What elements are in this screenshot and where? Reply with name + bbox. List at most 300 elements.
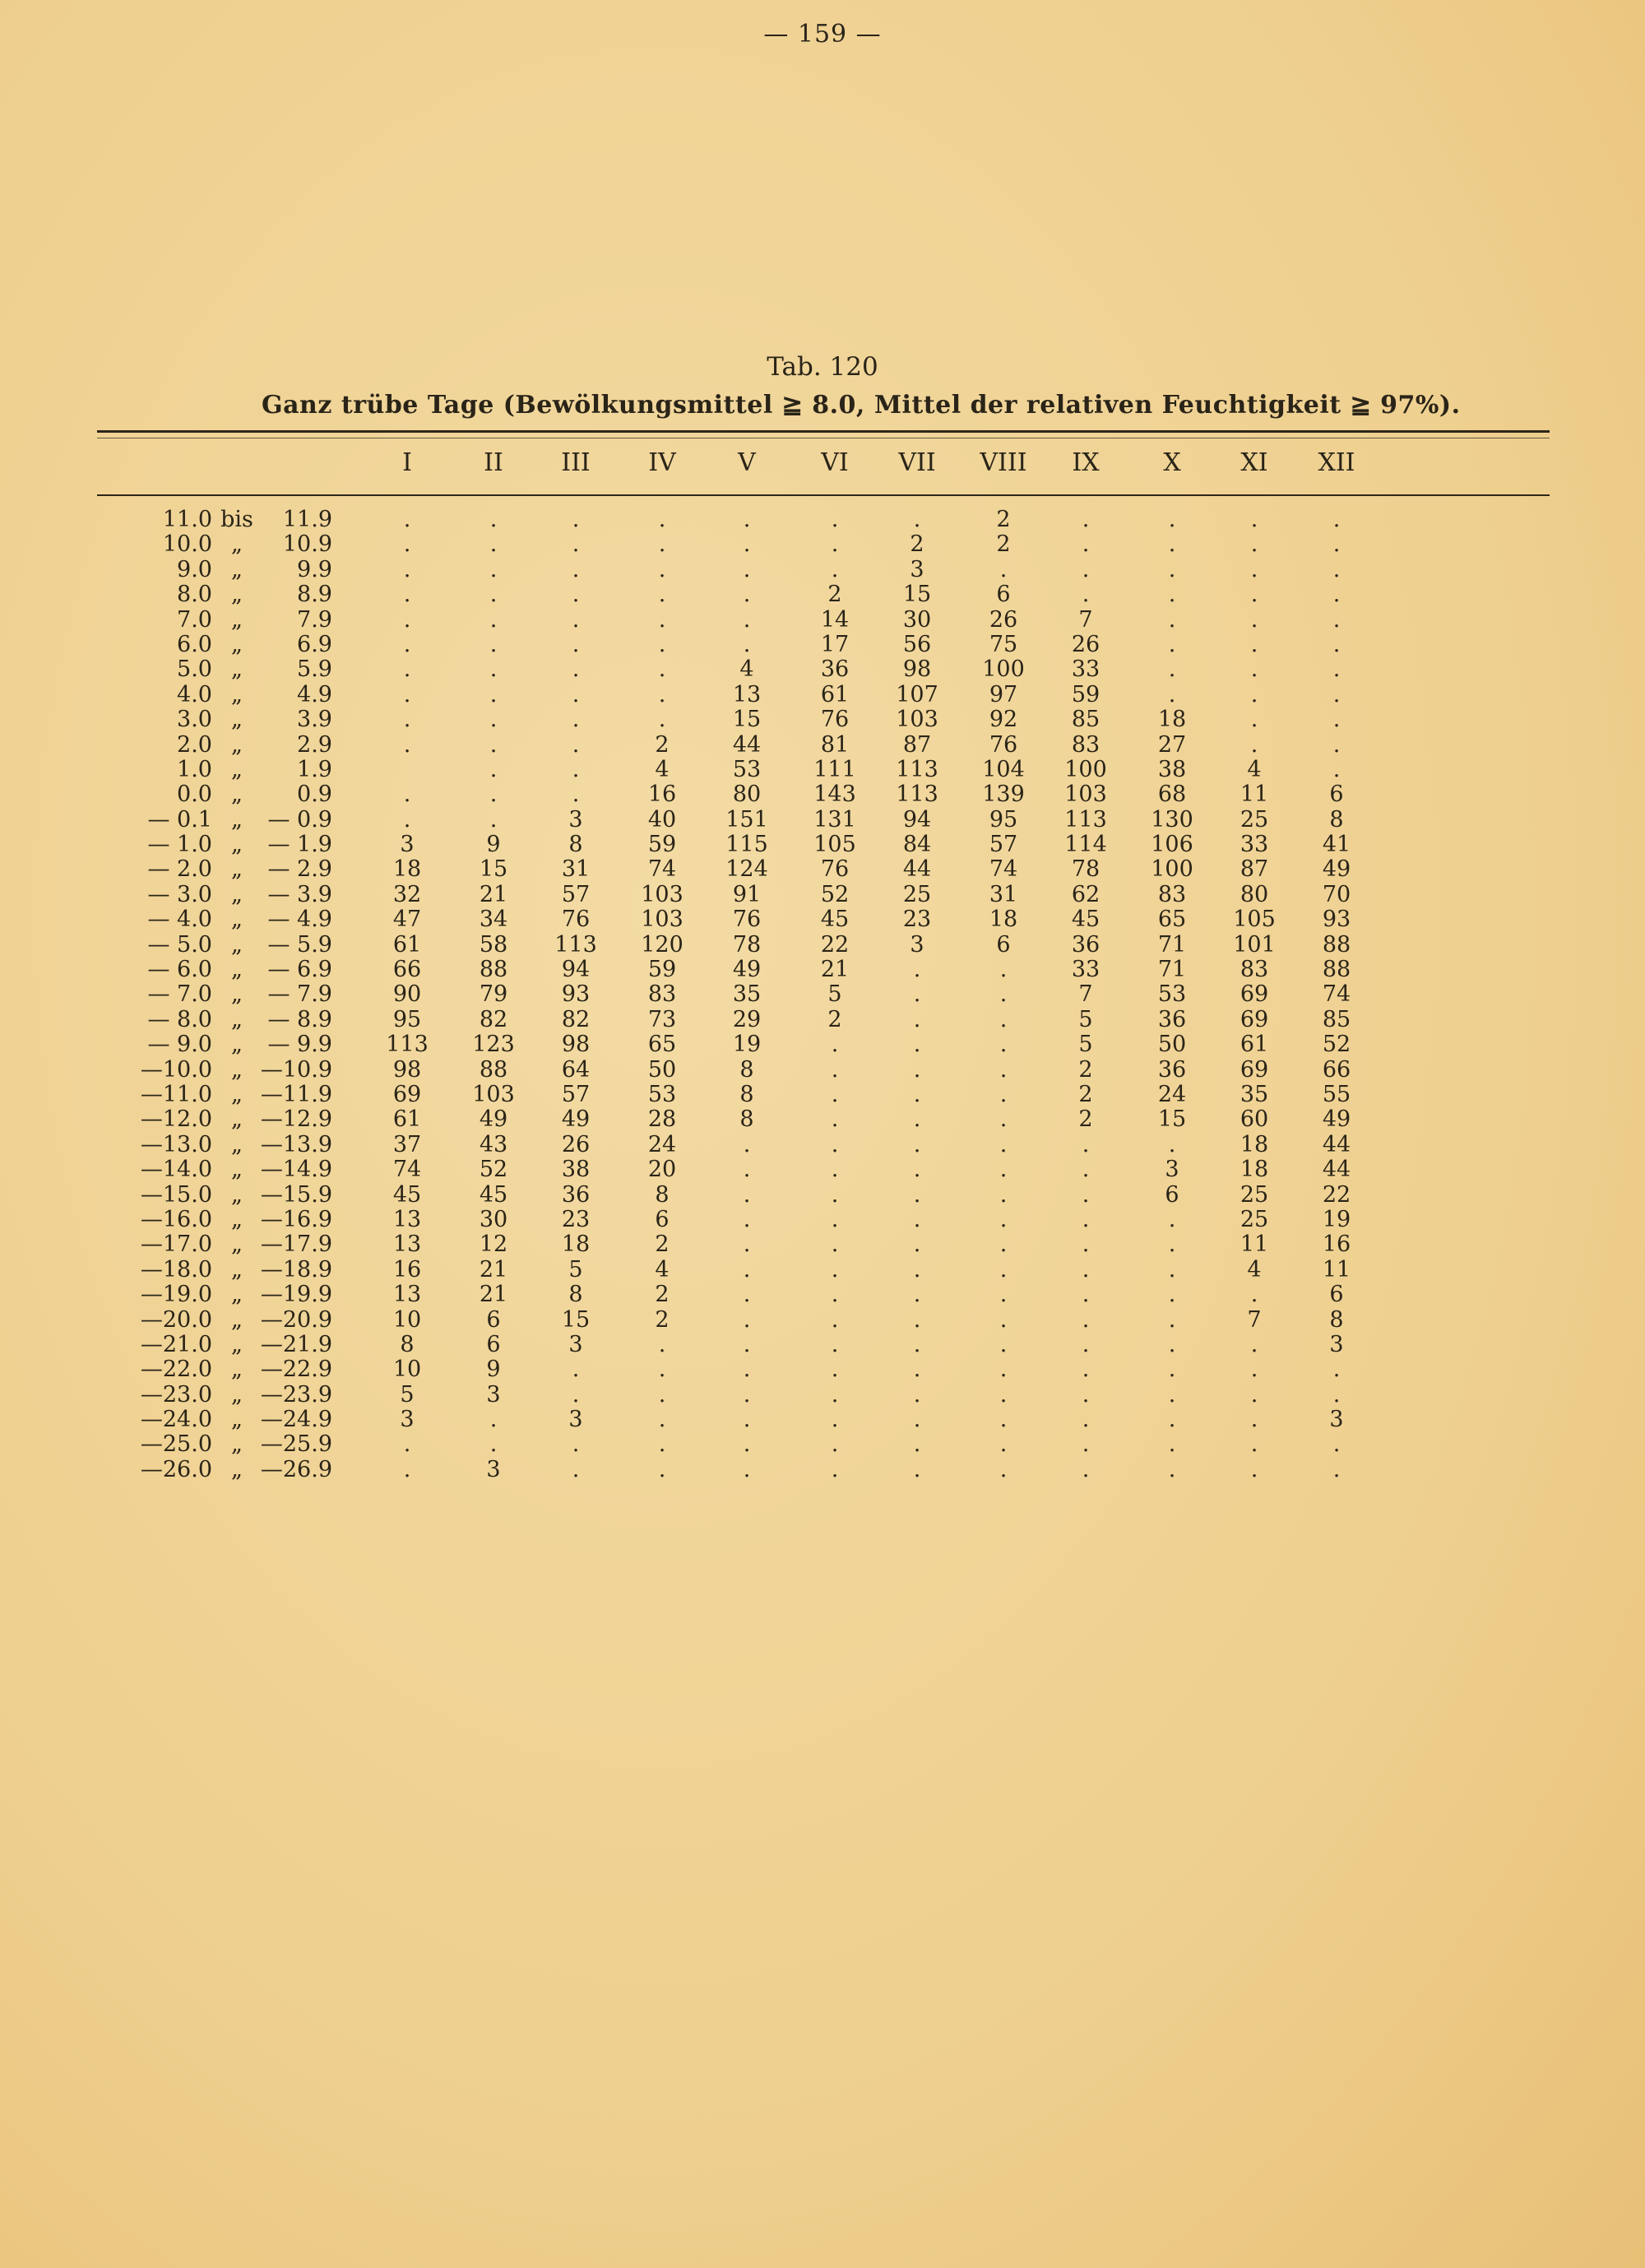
- value-cell: .: [1332, 731, 1341, 758]
- value-cell: .: [1250, 707, 1258, 733]
- value-cell: 120: [641, 931, 683, 958]
- table-row: [0, 733, 1645, 758]
- value-cell: 2: [655, 1306, 670, 1333]
- value-cell: 45: [479, 1181, 508, 1208]
- range-separator: „: [231, 1282, 243, 1308]
- table-row: [0, 608, 1645, 633]
- range-to: —15.9: [260, 1181, 332, 1208]
- value-cell: 74: [392, 1157, 422, 1183]
- table-row: [0, 582, 1645, 607]
- range-from: — 3.0: [147, 881, 212, 907]
- value-cell: 15: [479, 856, 508, 883]
- value-cell: .: [999, 556, 1008, 582]
- value-cell: 59: [647, 832, 677, 858]
- value-cell: .: [1332, 507, 1341, 532]
- value-cell: .: [1082, 507, 1090, 532]
- range-to: —22.9: [260, 1357, 332, 1383]
- value-cell: .: [403, 731, 411, 758]
- value-cell: 2: [655, 1282, 670, 1308]
- value-cell: .: [489, 707, 498, 733]
- value-cell: 65: [647, 1032, 677, 1058]
- range-separator: „: [231, 782, 243, 808]
- range-from: —19.0: [140, 1282, 212, 1308]
- value-cell: 2: [996, 531, 1011, 558]
- value-cell: .: [1168, 1256, 1176, 1282]
- range-separator: „: [231, 881, 243, 907]
- value-cell: 59: [647, 957, 677, 983]
- value-cell: 10: [392, 1306, 422, 1333]
- value-cell: 83: [1240, 957, 1269, 983]
- value-cell: 3: [400, 832, 415, 858]
- value-cell: .: [743, 556, 751, 582]
- value-cell: 85: [1071, 707, 1101, 733]
- value-cell: 98: [561, 1032, 591, 1058]
- value-cell: .: [1082, 1256, 1090, 1282]
- value-cell: .: [1082, 1131, 1090, 1157]
- value-cell: .: [1250, 1407, 1258, 1433]
- value-cell: 4: [655, 1256, 670, 1282]
- value-cell: 61: [820, 681, 850, 707]
- value-cell: 103: [641, 881, 683, 907]
- value-cell: .: [1250, 1357, 1258, 1383]
- range-from: — 6.0: [147, 957, 212, 983]
- value-cell: 98: [392, 1056, 422, 1083]
- value-cell: .: [572, 556, 580, 582]
- range-to: —16.9: [260, 1206, 332, 1232]
- value-cell: .: [913, 1206, 921, 1232]
- value-cell: .: [831, 531, 839, 558]
- value-cell: .: [572, 582, 580, 608]
- value-cell: 8: [1329, 806, 1344, 833]
- table-row: [0, 1183, 1645, 1208]
- value-cell: 2: [996, 507, 1011, 532]
- value-cell: 52: [1322, 1032, 1351, 1058]
- value-cell: 57: [561, 1081, 591, 1107]
- table-row: [0, 532, 1645, 557]
- value-cell: .: [743, 1456, 751, 1482]
- value-cell: .: [572, 1357, 580, 1383]
- range-from: 8.0: [177, 582, 212, 608]
- value-cell: 5: [1078, 1006, 1093, 1032]
- value-cell: 57: [561, 881, 591, 907]
- value-cell: 53: [647, 1081, 677, 1107]
- value-cell: 3: [1165, 1157, 1179, 1183]
- value-cell: 34: [479, 907, 508, 933]
- value-cell: 7: [1078, 606, 1093, 633]
- range-separator: „: [231, 1206, 243, 1232]
- value-cell: .: [403, 1431, 411, 1458]
- value-cell: 7: [1247, 1306, 1262, 1333]
- value-cell: 111: [813, 756, 856, 782]
- value-cell: .: [1250, 1331, 1258, 1357]
- range-to: —19.9: [260, 1282, 332, 1308]
- range-separator: „: [231, 1456, 243, 1482]
- value-cell: 15: [902, 582, 932, 608]
- table-label: Tab. 120: [767, 352, 878, 382]
- value-cell: .: [913, 1106, 921, 1133]
- table-row: [0, 758, 1645, 782]
- value-cell: .: [403, 556, 411, 582]
- value-cell: .: [658, 1331, 666, 1357]
- range-separator: „: [231, 1407, 243, 1433]
- value-cell: 80: [1240, 881, 1269, 907]
- range-separator: „: [231, 1181, 243, 1208]
- value-cell: 52: [820, 881, 850, 907]
- value-cell: .: [743, 582, 751, 608]
- range-from: —10.0: [140, 1056, 212, 1083]
- value-cell: 100: [982, 656, 1025, 683]
- value-cell: .: [1082, 1357, 1090, 1383]
- value-cell: 13: [392, 1231, 422, 1258]
- data-table: [0, 508, 1645, 1482]
- month-header-iv: IV: [648, 448, 676, 477]
- value-cell: 88: [479, 957, 508, 983]
- range-from: —17.0: [140, 1231, 212, 1258]
- value-cell: .: [1250, 1381, 1258, 1408]
- table-row: [0, 633, 1645, 657]
- value-cell: 8: [655, 1181, 670, 1208]
- value-cell: .: [658, 582, 666, 608]
- value-cell: 5: [827, 981, 842, 1008]
- value-cell: 85: [1322, 1006, 1351, 1032]
- range-separator: „: [231, 832, 243, 858]
- value-cell: .: [572, 606, 580, 633]
- range-from: — 2.0: [147, 856, 212, 883]
- value-cell: 49: [1322, 1106, 1351, 1133]
- value-cell: 11: [1322, 1256, 1351, 1282]
- range-separator: „: [231, 1381, 243, 1408]
- range-from: —13.0: [140, 1131, 212, 1157]
- value-cell: .: [403, 806, 411, 833]
- range-to: — 7.9: [267, 981, 332, 1008]
- value-cell: 143: [813, 782, 856, 808]
- value-cell: 53: [1157, 981, 1187, 1008]
- range-to: 6.9: [297, 631, 332, 657]
- value-cell: 74: [1322, 981, 1351, 1008]
- value-cell: .: [999, 1206, 1008, 1232]
- value-cell: 113: [554, 931, 597, 958]
- value-cell: .: [743, 1157, 751, 1183]
- value-cell: 18: [1240, 1131, 1269, 1157]
- value-cell: 100: [1151, 856, 1193, 883]
- value-cell: 21: [479, 881, 508, 907]
- value-cell: 83: [1071, 731, 1101, 758]
- range-to: 10.9: [282, 531, 332, 558]
- value-cell: .: [1332, 1456, 1341, 1482]
- range-to: — 0.9: [267, 806, 332, 833]
- range-separator: „: [231, 731, 243, 758]
- value-cell: .: [831, 556, 839, 582]
- value-cell: .: [743, 1306, 751, 1333]
- range-from: 1.0: [177, 756, 212, 782]
- value-cell: .: [999, 1381, 1008, 1408]
- value-cell: .: [1250, 631, 1258, 657]
- value-cell: 82: [479, 1006, 508, 1032]
- value-cell: 8: [739, 1056, 754, 1083]
- value-cell: .: [743, 1256, 751, 1282]
- range-from: —11.0: [140, 1081, 212, 1107]
- value-cell: 81: [820, 731, 850, 758]
- value-cell: .: [1168, 1456, 1176, 1482]
- value-cell: .: [1332, 1381, 1341, 1408]
- value-cell: 75: [989, 631, 1018, 657]
- value-cell: 13: [392, 1206, 422, 1232]
- value-cell: 14: [820, 606, 850, 633]
- value-cell: .: [999, 1006, 1008, 1032]
- value-cell: 95: [989, 806, 1018, 833]
- value-cell: .: [913, 1081, 921, 1107]
- table-row: [0, 1408, 1645, 1432]
- value-cell: 78: [732, 931, 762, 958]
- value-cell: .: [1168, 582, 1176, 608]
- value-cell: 87: [1240, 856, 1269, 883]
- value-cell: .: [658, 1456, 666, 1482]
- table-row: [0, 1133, 1645, 1157]
- value-cell: .: [572, 707, 580, 733]
- value-cell: .: [1250, 731, 1258, 758]
- range-to: 8.9: [297, 582, 332, 608]
- value-cell: .: [743, 1331, 751, 1357]
- value-cell: .: [913, 1431, 921, 1458]
- value-cell: .: [572, 1456, 580, 1482]
- range-separator: „: [231, 981, 243, 1008]
- table-row: [0, 907, 1645, 932]
- value-cell: 62: [1071, 881, 1101, 907]
- table-row: [0, 683, 1645, 707]
- value-cell: .: [1168, 1131, 1176, 1157]
- value-cell: .: [999, 1256, 1008, 1282]
- range-separator: „: [231, 1357, 243, 1383]
- value-cell: .: [489, 531, 498, 558]
- value-cell: .: [489, 756, 498, 782]
- table-row: [0, 558, 1645, 582]
- value-cell: .: [913, 1456, 921, 1482]
- value-cell: 37: [392, 1131, 422, 1157]
- value-cell: 58: [479, 931, 508, 958]
- value-cell: .: [913, 1381, 921, 1408]
- range-separator: „: [231, 1056, 243, 1083]
- value-cell: 2: [1078, 1106, 1093, 1133]
- table-row: [0, 1282, 1645, 1307]
- value-cell: 88: [1322, 957, 1351, 983]
- table-row: [0, 958, 1645, 982]
- value-cell: 3: [1329, 1331, 1344, 1357]
- value-cell: .: [1332, 531, 1341, 558]
- value-cell: .: [743, 1282, 751, 1308]
- value-cell: 73: [647, 1006, 677, 1032]
- range-to: —21.9: [260, 1331, 332, 1357]
- value-cell: .: [999, 981, 1008, 1008]
- value-cell: 18: [561, 1231, 591, 1258]
- value-cell: .: [1168, 1357, 1176, 1383]
- value-cell: .: [831, 1106, 839, 1133]
- value-cell: 94: [561, 957, 591, 983]
- value-cell: .: [1332, 681, 1341, 707]
- value-cell: 59: [1071, 681, 1101, 707]
- range-separator: „: [231, 931, 243, 958]
- value-cell: 103: [472, 1081, 515, 1107]
- value-cell: .: [1168, 1206, 1176, 1232]
- value-cell: .: [1082, 531, 1090, 558]
- value-cell: .: [913, 1131, 921, 1157]
- value-cell: 22: [1322, 1181, 1351, 1208]
- range-to: — 5.9: [267, 931, 332, 958]
- value-cell: 90: [392, 981, 422, 1008]
- value-cell: .: [999, 1056, 1008, 1083]
- value-cell: .: [572, 756, 580, 782]
- value-cell: 5: [568, 1256, 583, 1282]
- value-cell: 36: [820, 656, 850, 683]
- range-from: — 7.0: [147, 981, 212, 1008]
- value-cell: .: [1250, 681, 1258, 707]
- table-row: [0, 1333, 1645, 1357]
- value-cell: .: [489, 731, 498, 758]
- value-cell: 113: [1064, 806, 1107, 833]
- value-cell: .: [999, 1181, 1008, 1208]
- value-cell: 29: [732, 1006, 762, 1032]
- value-cell: .: [999, 1081, 1008, 1107]
- value-cell: .: [1332, 756, 1341, 782]
- value-cell: .: [999, 1032, 1008, 1058]
- value-cell: .: [658, 707, 666, 733]
- value-cell: .: [913, 1331, 921, 1357]
- value-cell: 88: [1322, 931, 1351, 958]
- value-cell: .: [913, 1157, 921, 1183]
- range-from: 0.0: [177, 782, 212, 808]
- table-row: [0, 1383, 1645, 1408]
- range-from: 2.0: [177, 731, 212, 758]
- value-cell: 16: [1322, 1231, 1351, 1258]
- value-cell: 6: [996, 931, 1011, 958]
- value-cell: .: [831, 1282, 839, 1308]
- value-cell: 113: [896, 782, 938, 808]
- value-cell: 6: [1165, 1181, 1179, 1208]
- value-cell: .: [1332, 556, 1341, 582]
- table-row: [0, 657, 1645, 682]
- range-from: —15.0: [140, 1181, 212, 1208]
- value-cell: 44: [1322, 1131, 1351, 1157]
- value-cell: 33: [1071, 957, 1101, 983]
- value-cell: .: [831, 1231, 839, 1258]
- value-cell: .: [658, 1381, 666, 1408]
- range-from: — 4.0: [147, 907, 212, 933]
- value-cell: 3: [400, 1407, 415, 1433]
- value-cell: 74: [647, 856, 677, 883]
- value-cell: 4: [1247, 1256, 1262, 1282]
- value-cell: .: [1250, 1456, 1258, 1482]
- value-cell: 8: [568, 1282, 583, 1308]
- table-row: [0, 782, 1645, 807]
- value-cell: 130: [1151, 806, 1193, 833]
- value-cell: 6: [486, 1331, 501, 1357]
- value-cell: 21: [820, 957, 850, 983]
- value-cell: .: [572, 731, 580, 758]
- value-cell: 25: [1240, 806, 1269, 833]
- range-to: — 2.9: [267, 856, 332, 883]
- value-cell: 4: [655, 756, 670, 782]
- value-cell: 8: [1329, 1306, 1344, 1333]
- value-cell: 41: [1322, 832, 1351, 858]
- value-cell: 19: [732, 1032, 762, 1058]
- value-cell: 103: [896, 707, 938, 733]
- value-cell: 25: [1240, 1181, 1269, 1208]
- table-row: [0, 883, 1645, 907]
- value-cell: 69: [1240, 1056, 1269, 1083]
- value-cell: .: [831, 1331, 839, 1357]
- table-row: [0, 808, 1645, 833]
- range-from: 6.0: [177, 631, 212, 657]
- value-cell: 76: [820, 707, 850, 733]
- table-row: [0, 1058, 1645, 1083]
- value-cell: 69: [1240, 981, 1269, 1008]
- value-cell: .: [831, 1381, 839, 1408]
- value-cell: .: [489, 1407, 498, 1433]
- range-separator: „: [231, 1157, 243, 1183]
- value-cell: .: [913, 981, 921, 1008]
- range-from: 4.0: [177, 681, 212, 707]
- range-separator: „: [231, 1431, 243, 1458]
- value-cell: .: [403, 707, 411, 733]
- value-cell: .: [572, 507, 580, 532]
- month-header-ii: II: [484, 448, 503, 477]
- table-row: [0, 707, 1645, 732]
- value-cell: .: [743, 1131, 751, 1157]
- range-from: —24.0: [140, 1407, 212, 1433]
- value-cell: 93: [561, 981, 591, 1008]
- value-cell: .: [831, 1431, 839, 1458]
- value-cell: 53: [732, 756, 762, 782]
- value-cell: .: [831, 1306, 839, 1333]
- value-cell: .: [658, 1431, 666, 1458]
- table-row: [0, 933, 1645, 958]
- value-cell: .: [913, 1256, 921, 1282]
- value-cell: .: [1168, 631, 1176, 657]
- range-to: —13.9: [260, 1131, 332, 1157]
- value-cell: .: [999, 1306, 1008, 1333]
- range-to: 2.9: [297, 731, 332, 758]
- value-cell: 23: [561, 1206, 591, 1232]
- range-to: —10.9: [260, 1056, 332, 1083]
- range-from: 7.0: [177, 606, 212, 633]
- range-separator: „: [231, 681, 243, 707]
- value-cell: .: [913, 1357, 921, 1383]
- value-cell: 26: [561, 1131, 591, 1157]
- table-row: [0, 982, 1645, 1007]
- value-cell: 3: [1329, 1407, 1344, 1433]
- range-to: —23.9: [260, 1381, 332, 1408]
- range-from: —16.0: [140, 1206, 212, 1232]
- value-cell: 64: [561, 1056, 591, 1083]
- value-cell: .: [1332, 1431, 1341, 1458]
- value-cell: 16: [647, 782, 677, 808]
- value-cell: .: [489, 782, 498, 808]
- value-cell: .: [658, 1357, 666, 1383]
- value-cell: 55: [1322, 1081, 1351, 1107]
- value-cell: 44: [1322, 1157, 1351, 1183]
- range-separator: bis: [220, 507, 253, 532]
- value-cell: 124: [725, 856, 768, 883]
- value-cell: .: [999, 1407, 1008, 1433]
- range-from: 3.0: [177, 707, 212, 733]
- value-cell: .: [1082, 1231, 1090, 1258]
- value-cell: 105: [1233, 907, 1276, 933]
- value-cell: .: [1332, 582, 1341, 608]
- value-cell: .: [999, 1157, 1008, 1183]
- value-cell: .: [913, 1181, 921, 1208]
- value-cell: 3: [568, 1331, 583, 1357]
- range-from: —23.0: [140, 1381, 212, 1408]
- value-cell: .: [1168, 1306, 1176, 1333]
